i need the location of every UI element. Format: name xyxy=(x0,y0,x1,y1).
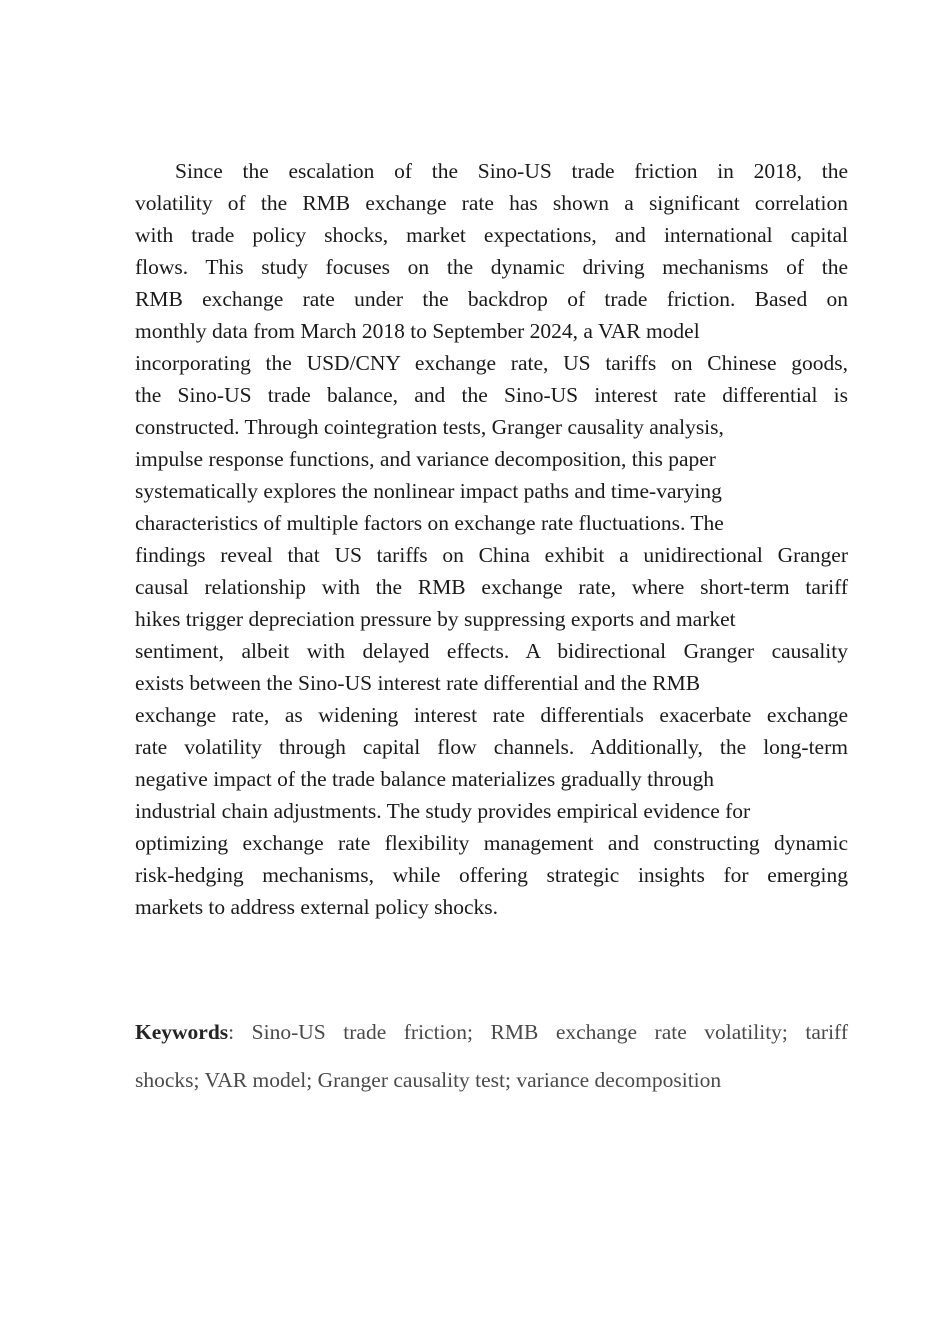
abstract-line: RMB exchange rate under the backdrop of trade friction. Based on xyxy=(135,287,848,311)
abstract-line: monthly data from March 2018 to September 2024, a VAR model xyxy=(135,319,700,343)
abstract-line: the Sino-US trade balance, and the Sino-US interest rate differential is xyxy=(135,383,848,407)
abstract-line: systematically explores the nonlinear impact paths and time-varying xyxy=(135,479,722,503)
abstract-line: risk-hedging mechanisms, while offering strategic insights for emerging xyxy=(135,863,848,887)
abstract-line: hikes trigger depreciation pressure by suppressing exports and market xyxy=(135,607,736,631)
abstract-line: negative impact of the trade balance materializes gradually through xyxy=(135,767,715,791)
abstract-line: rate volatility through capital flow channels. Additionally, the long-term xyxy=(135,735,848,759)
abstract-text-column xyxy=(135,155,848,923)
keywords-line xyxy=(135,1008,848,1056)
abstract-line: with trade policy shocks, market expectations, and international capital xyxy=(135,223,848,247)
abstract-line: sentiment, albeit with delayed effects. A bidirectional Granger causality xyxy=(135,639,848,663)
keywords-label: Keywords xyxy=(135,1020,229,1044)
keywords-line: shocks; VAR model; Granger causality test; variance decomposition xyxy=(135,1068,722,1092)
abstract-line: volatility of the RMB exchange rate has shown a significant correlation xyxy=(135,191,848,215)
abstract-line: exists between the Sino-US interest rate differential and the RMB xyxy=(135,671,701,695)
abstract-line: Since the escalation of the Sino-US trade friction in 2018, the xyxy=(175,159,848,183)
abstract-line: industrial chain adjustments. The study provides empirical evidence for xyxy=(135,799,751,823)
abstract-line: exchange rate, as widening interest rate differentials exacerbate exchange xyxy=(135,703,848,727)
abstract-line: findings reveal that US tariffs on China exhibit a unidirectional Granger xyxy=(135,543,848,567)
abstract-line: markets to address external policy shocks. xyxy=(135,895,499,919)
abstract-line: impulse response functions, and variance decomposition, this paper xyxy=(135,447,716,471)
abstract-line: incorporating the USD/CNY exchange rate, US tariffs on Chinese goods, xyxy=(135,351,848,375)
keywords-line-text: : Sino-US trade friction; RMB exchange rate volatility; tariff xyxy=(228,1020,848,1044)
abstract-line: optimizing exchange rate flexibility management and constructing dynamic xyxy=(135,831,848,855)
abstract-paragraph xyxy=(135,155,848,923)
abstract-line: constructed. Through cointegration tests, Granger causality analysis, xyxy=(135,415,724,439)
keywords-section xyxy=(135,1008,848,1104)
abstract-line: characteristics of multiple factors on exchange rate fluctuations. The xyxy=(135,511,724,535)
abstract-line: causal relationship with the RMB exchange rate, where short-term tariff xyxy=(135,575,848,599)
abstract-line: flows. This study focuses on the dynamic driving mechanisms of the xyxy=(135,255,848,279)
